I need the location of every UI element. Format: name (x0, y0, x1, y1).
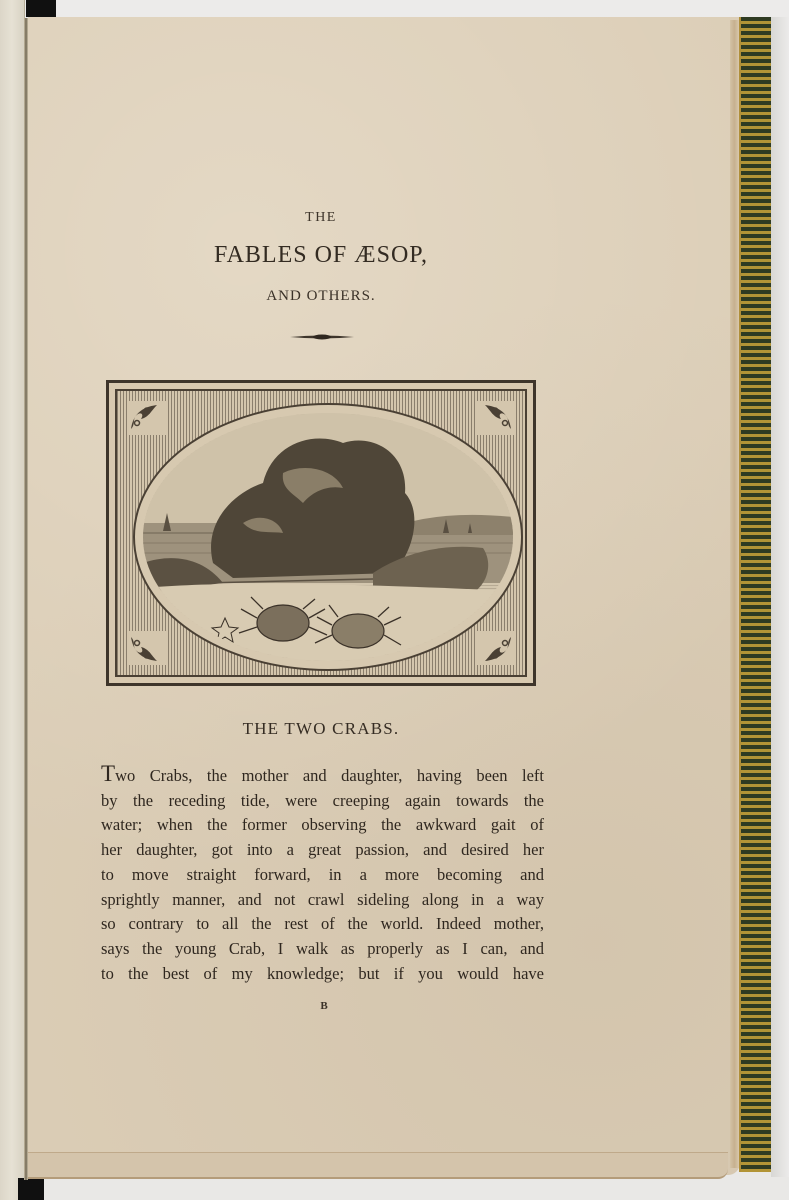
engraving-illustration (106, 380, 536, 686)
oval-vignette (133, 403, 523, 671)
body-line: sprightly manner, and not crawl sideling along in a way (101, 889, 544, 909)
fable-body (101, 762, 544, 986)
gilt-spine (739, 17, 773, 1172)
body-line: to the best of my knowledge; but if you would have (101, 963, 544, 983)
scan-background-right (771, 17, 789, 1177)
book-title: FABLES OF ÆSOP, (214, 242, 428, 268)
body-line: to move straight forward, in a more becoming and (101, 864, 544, 884)
body-line: says the young Crab, I walk as properly as I can, and (101, 938, 544, 958)
fable-title: THE TWO CRABS. (242, 719, 400, 738)
scan-margin-tab (18, 1178, 44, 1200)
body-line-text: wo Crabs, the mother and daughter, having been left (115, 766, 544, 785)
corner-ornament-icon (127, 631, 167, 665)
drop-cap: T (101, 761, 116, 786)
corner-ornament-icon (127, 401, 167, 435)
body-line: so contrary to all the rest of the world. Indeed mother, (101, 914, 544, 934)
engraved-scene (143, 413, 513, 661)
scan-margin-tab (26, 0, 56, 17)
body-line: by the receding tide, were creeping again towards the (101, 790, 544, 810)
book-subtitle: AND OTHERS. (266, 288, 376, 304)
page-fore-edge (730, 20, 739, 1168)
corner-ornament-icon (475, 631, 515, 665)
ornament-rule-icon (290, 333, 354, 341)
engraving-frame (115, 389, 527, 677)
body-line (101, 762, 544, 789)
page-bottom-edge (28, 1152, 728, 1179)
corner-ornament-icon (475, 401, 515, 435)
facing-page-edge (0, 0, 25, 1200)
body-line: water; when the former observing the awkward gait of (101, 815, 544, 835)
title-kicker: THE (305, 210, 337, 225)
signature-mark: B (320, 1000, 328, 1012)
seascape-crabs-icon (143, 413, 513, 661)
body-line: her daughter, got into a great passion, and desired her (101, 840, 544, 860)
